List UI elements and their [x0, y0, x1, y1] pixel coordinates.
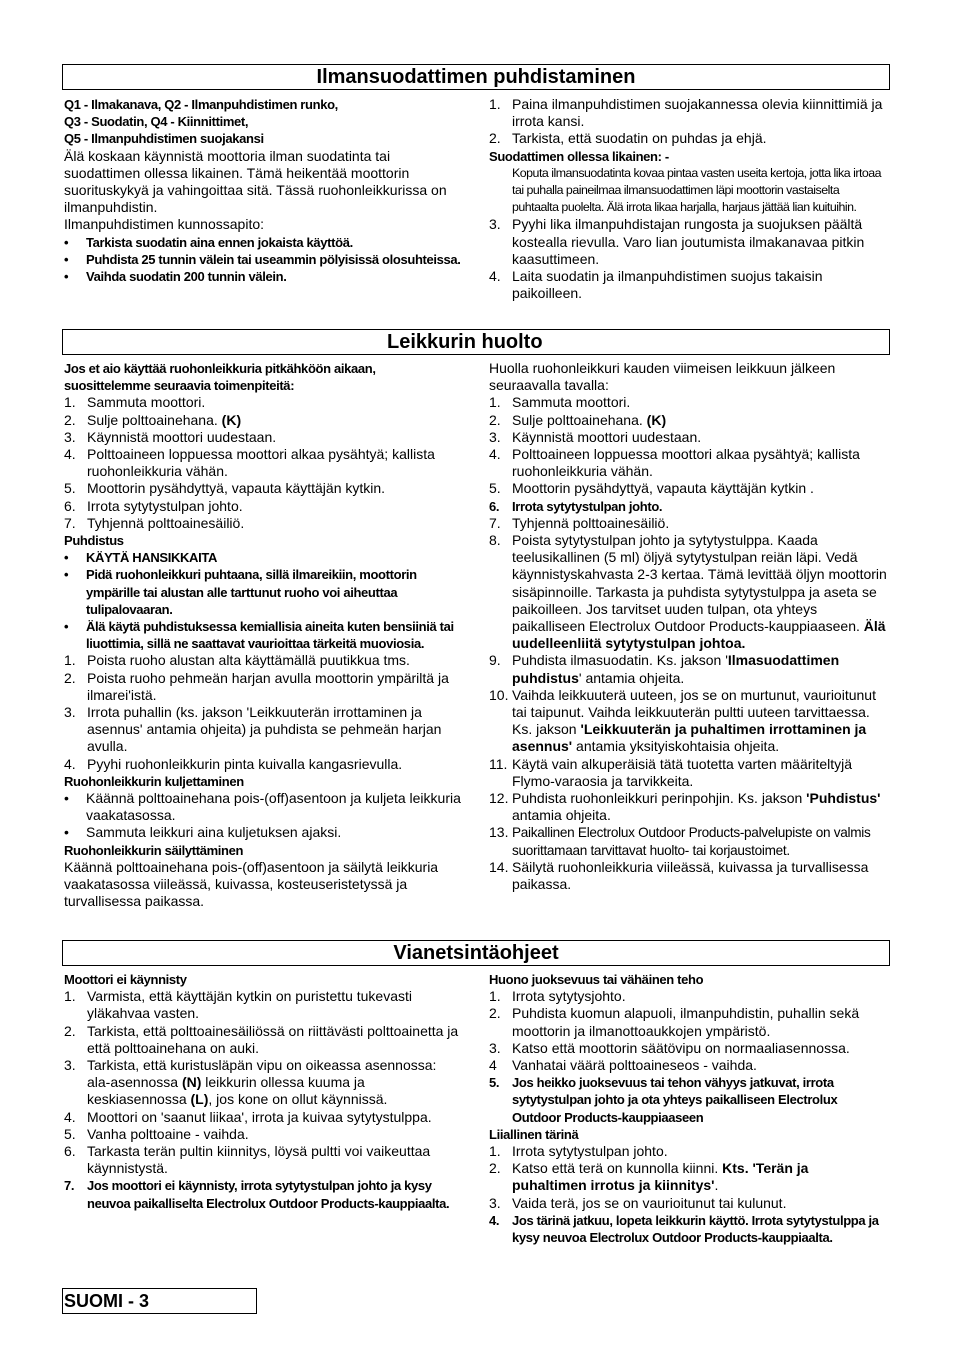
list-item: 4. Moottori on 'saanut liikaa', irrota ja kuivaa sytytystulppa.: [64, 1108, 432, 1125]
list-item: 1. Irrota sytytystulpan johto.: [489, 1143, 668, 1160]
step-text: Poista sytytystulpan johto ja sytytystulppa. Kaada teelusikallinen (5 ml) öljyä sytytystulpan reiän läpi. Vedä käynnistyskahvasta 2-3 kertaa. Tämä levittää öljyn moottorin sisäpinnoille. Tarkasta ja puhdista sytytystulppa ja aseta se paikoilleen. Jos tarvitset uuden tulpan, ota yhteys paikalliseen Electrolux Outdoor Products-kauppiaaseen.: [512, 532, 887, 635]
air-filter-right-column: [489, 96, 887, 302]
list-item: 8. Poista sytytystulpan johto ja sytytystulppa. Kaada teelusikallinen (5 ml) öljyä sytytystulpan reiän läpi. Vedä käynnistyskahvasta 2-3 kertaa. Tämä levittää öljyn moottorin sisäpinnoille. Tarkasta ja puhdista sytytystulppa ja aseta se paikoilleen. Jos tarvitset uuden tulpan, ota yhteys paikalliseen Electrolux Outdoor Products-kauppiaaseen. Älä uudelleenliitä sytytystulpan johtoa.: [489, 532, 887, 652]
list-item: 3. Vaida terä, jos se on vaurioitunut tai kulunut.: [489, 1194, 787, 1211]
list-item: 3. Katso että moottorin säätövipu on normaaliasennossa.: [489, 1039, 850, 1056]
cleaning-heading: Puhdistus: [64, 533, 124, 549]
list-item: 1. Paina ilmanpuhdistimen suojakannessa olevia kiinnittimiä ja irrota kansi.: [489, 96, 883, 130]
list-item: 12. Puhdista ruohonleikkuri perinpohjin. Ks. jakson 'Puhdistus' antamia ohjeita.: [489, 790, 881, 824]
step-text: Puhdista ilmasuodatin. Ks. jakson ': [512, 652, 728, 669]
vibration-heading: Liiallinen tärinä: [489, 1126, 579, 1142]
step-text: antamia ohjeita.: [512, 807, 611, 824]
list-item: • Puhdista 25 tunnin välein tai useammin pölyisissä olosuhteissa.: [64, 251, 461, 267]
page-footer: SUOMI - 3: [62, 1288, 257, 1314]
parts-line-1: Q1 - Ilmakanava, Q2 - Ilmanpuhdistimen runko,: [64, 97, 338, 112]
list-item: • Käännä polttoainehana pois-(off)asentoon ja kuljeta leikkuria vaakatasossa.: [64, 790, 461, 824]
section-ref: Kts. 'Terän ja puhaltimen irrotus ja kiinnitys': [512, 1160, 809, 1194]
step-warning: Älä uudelleenliitä sytytystulpan johtoa.: [512, 618, 886, 652]
step-text: Vaihda leikkuuterä uuteen, jos se on murtunut, vaurioitunut tai taipunut. Vaihda leikkuuterän pultti uuteen tarvittaessa. Ks. jakson: [512, 686, 876, 738]
list-item: 6. Irrota sytytystulpan johto.: [64, 497, 243, 514]
list-item: 3. Tarkista, että kuristusläpän vipu on oikeassa asennossa: ala-asennossa (N) leikkurin ollessa kuuma ja keskiasennossa (L), jos kone on ollut käynnissä.: [64, 1057, 437, 1108]
list-item: 1. Sammuta moottori.: [489, 394, 631, 411]
list-item: 3. Käynnistä moottori uudestaan.: [489, 428, 702, 445]
position-ref: (L): [190, 1091, 209, 1108]
air-filter-left-column: [64, 96, 462, 285]
list-item: 3. Käynnistä moottori uudestaan.: [64, 428, 277, 445]
list-item: • KÄYTÄ HANSIKKAITA: [64, 550, 218, 566]
step-text: antamia yksityiskohtaisia ohjeita.: [572, 738, 780, 755]
list-item: 10. Vaihda leikkuuterä uuteen, jos se on murtunut, vaurioitunut tai taipunut. Vaihda leikkuuterän pultti uuteen tarvittaessa. Ks. jakson 'Leikkuuterän ja puhaltimen irrottaminen ja asennus' antamia yksityiskohtaisia ohjeita.: [489, 686, 876, 755]
step-text: Sulje polttoainehana.: [87, 411, 222, 428]
list-item: • Älä käytä puhdistuksessa kemiallisia aineita kuten bensiiniä tai liuottimia, sillä ne saattavat vaurioittaa tärkeitä muoviosia.: [64, 619, 454, 652]
list-item: 4. Pyyhi ruohonleikkurin pinta kuivalla kangasrievulla.: [64, 755, 403, 772]
storage-intro: Jos et aio käyttää ruohonleikkuria pitkähköön aikaan, suosittelemme seuraavia toimenpiteitä:: [64, 361, 376, 394]
step-text: ' antamia ohjeita.: [578, 669, 685, 686]
list-item: 2. Puhdista kuomun alapuoli, ilmanpuhdistin, puhallin sekä moottorin ja ilmanottoaukkojen ympäristö.: [489, 1005, 860, 1039]
maintenance-left-column: [64, 360, 462, 911]
maintenance-right-column: [489, 360, 887, 893]
list-item: 3. Irrota puhallin (ks. jakson 'Leikkuuterän irrottaminen ja asennus' antamia ohjeita) ja puhdista se pehmeän harjan avulla.: [64, 704, 442, 755]
list-item: 7. Jos moottori ei käynnisty, irrota sytytystulpan johto ja kysy neuvoa paikalliselta Electrolux Outdoor Products-kauppiaalta.: [64, 1178, 450, 1211]
list-item: • Tarkista suodatin aina ennen jokaista käyttöä.: [64, 234, 353, 250]
list-item: 4. Jos tärinä jatkuu, lopeta leikkurin käyttö. Irrota sytytystulppa ja kysy neuvoa Electrolux Outdoor Products-kauppiaalta.: [489, 1212, 879, 1246]
list-item: • Vaihda suodatin 200 tunnin välein.: [64, 269, 287, 285]
list-item: 2. Tarkista, että suodatin on puhdas ja ehjä.: [489, 130, 767, 147]
step-text: Sulje polttoainehana.: [512, 411, 647, 428]
list-item: 2. Poista ruoho pehmeän harjan avulla moottorin ympäriltä ja ilmarei'istä.: [64, 669, 449, 703]
list-item: 1. Varmista, että käyttäjän kytkin on puristettu tukevasti yläkahvaa vasten.: [64, 988, 413, 1022]
list-item: 5. Vanha polttoaine - vaihda.: [64, 1125, 249, 1142]
list-item: 4. Laita suodatin ja ilmanpuhdistimen suojus takaisin paikoilleen.: [489, 268, 823, 302]
list-item: • Sammuta leikkuri aina kuljetuksen ajaksi.: [64, 824, 342, 841]
list-item: 13. Paikallinen Electrolux Outdoor Products-palvelupiste on valmis suorittamaan tarvittavat huolto- tai korjaustoimet.: [489, 824, 871, 858]
no-start-heading: Moottori ei käynnisty: [64, 972, 187, 987]
list-item: 1. Irrota sytytysjohto.: [489, 988, 626, 1005]
fuel-tap-ref: (K): [646, 411, 667, 428]
section-heading-troubleshooting: Vianetsintäohjeet: [62, 940, 890, 966]
list-item: 1. Sammuta moottori.: [64, 394, 206, 411]
list-item: 6. Tarkasta terän pultin kiinnitys, löysä pultti voi vaikeuttaa käynnistystä.: [64, 1143, 431, 1177]
list-item: 2. Katso että terä on kunnolla kiinni. Kts. 'Terän ja puhaltimen irrotus ja kiinnitys'.: [489, 1160, 809, 1194]
storage-heading: Ruohonleikkurin säilyttäminen: [64, 842, 244, 858]
list-item: 2. Tarkista, että polttoainesäiliössä on riittävästi polttoainetta ja että polttoainehana on auki.: [64, 1022, 459, 1056]
list-item: • Pidä ruohonleikkuri puhtaana, sillä ilmareikiin, moottorin ympärille tai alustan alle tarttunut ruoho voi aiheuttaa tulipalovaaran.: [64, 567, 417, 617]
parts-line-2: Q3 - Suodatin, Q4 - Kiinnittimet,: [64, 114, 249, 130]
step-text: Puhdista ruohonleikkuri perinpohjin. Ks. jakson: [512, 790, 807, 807]
warning-paragraph: Älä koskaan käynnistä moottoria ilman suodatinta tai suodattimen ollessa likainen. Tämä heikentää moottorin suorituskykyä ja vahingoittaa sitä. Tässä ruohonleikkurissa on ilmanpuhdistin.: [64, 147, 447, 216]
dirty-filter-heading: Suodattimen ollessa likainen: -: [489, 148, 669, 164]
list-item: 4. Polttoaineen loppuessa moottori alkaa pysähtyä; kallista ruohonleikkuria vähän.: [64, 446, 435, 480]
maintenance-label: Ilmanpuhdistimen kunnossapito:: [64, 216, 265, 233]
section-heading-maintenance: Leikkurin huolto: [62, 329, 890, 355]
step-text: Katso että terä on kunnolla kiinni.: [512, 1160, 723, 1177]
list-item: 1. Poista ruoho alustan alta käyttämällä puutikkua tms.: [64, 652, 410, 669]
section-ref: 'Leikkuuterän ja puhaltimen irrottaminen ja asennus': [512, 721, 867, 755]
list-item: 5. Moottorin pysähdyttyä, vapauta käyttäjän kytkin .: [489, 480, 814, 497]
step-text: .: [714, 1177, 719, 1194]
list-item: 2. Sulje polttoainehana. (K): [64, 411, 242, 428]
list-item: 6. Irrota sytytystulpan johto.: [489, 498, 663, 514]
section-heading-air-filter: Ilmansuodattimen puhdistaminen: [62, 64, 890, 90]
dirty-filter-text: Koputa ilmansuodatinta kovaa pintaa vasten useita kertoja, jotta lika irtoaa tai puhalla paineilmaa ilmansuodattimen läpi moottorin vastaiselta puhtaalta puolelta. Älä irrota likaa harjalla, harjaus jättää lian kuituihin.: [512, 165, 882, 215]
list-item: 2. Sulje polttoainehana. (K): [489, 411, 667, 428]
list-item: 3. Pyyhi lika ilmanpuhdistajan rungosta ja suojuksen päältä kostealla rievulla. Varo lian joutumista ilmakanavaa pitkin kaasuttimeen.: [489, 216, 865, 267]
step-text: , jos kone on ollut käynnissä.: [208, 1091, 388, 1108]
list-item: 4 Vanhatai väärä polttoaineseos - vaihda.: [489, 1057, 757, 1074]
section-ref: Ilmasuodattimen puhdistus: [512, 652, 840, 686]
list-item: 5. Jos heikko juoksevuus tai tehon vähyys jatkuvat, irrota sytytystulpan johto ja ota yhteys paikalliseen Electrolux Outdoor Products-kauppiaaseen: [489, 1075, 838, 1125]
troubleshooting-right-column: [489, 971, 887, 1246]
storage-text: Käännä polttoainehana pois-(off)asentoon ja säilytä leikkuria vaakatasossa viileässä, kuivassa, kosteuseristetyssä ja turvallisessa paikassa.: [64, 858, 439, 910]
list-item: 7. Tyhjennä polttoainesäiliö.: [489, 514, 670, 531]
list-item: 14. Säilytä ruohonleikkuria viileässä, kuivassa ja turvallisessa paikassa.: [489, 858, 869, 893]
fuel-tap-ref: (K): [221, 411, 242, 428]
step-text: leikkurin ollessa kuuma ja keskiasennossa: [87, 1074, 365, 1108]
list-item: 7. Tyhjennä polttoainesäiliö.: [64, 514, 245, 531]
list-item: 11. Käytä vain alkuperäisiä tätä tuotetta varten määriteltyjä Flymo-varaosia ja tarvikkeita.: [489, 755, 853, 789]
section-ref: 'Puhdistus': [806, 790, 881, 807]
poor-running-heading: Huono juoksevuus tai vähäinen teho: [489, 972, 704, 987]
position-ref: (N): [181, 1074, 202, 1091]
list-item: 9. Puhdista ilmasuodatin. Ks. jakson 'Ilmasuodattimen puhdistus' antamia ohjeita.: [489, 652, 840, 686]
parts-line-3: Q5 - Ilmanpuhdistimen suojakansi: [64, 131, 264, 147]
transport-heading: Ruohonleikkurin kuljettaminen: [64, 773, 244, 789]
list-item: 4. Polttoaineen loppuessa moottori alkaa pysähtyä; kallista ruohonleikkuria vähän.: [489, 446, 860, 480]
troubleshooting-left-column: [64, 971, 462, 1212]
list-item: 5. Moottorin pysähdyttyä, vapauta käyttäjän kytkin.: [64, 480, 386, 497]
season-intro: Huolla ruohonleikkuri kauden viimeisen leikkuun jälkeen seuraavalla tavalla:: [489, 360, 836, 394]
step-text: Tarkista, että kuristusläpän vipu on oikeassa asennossa: ala-asennossa: [87, 1057, 437, 1091]
